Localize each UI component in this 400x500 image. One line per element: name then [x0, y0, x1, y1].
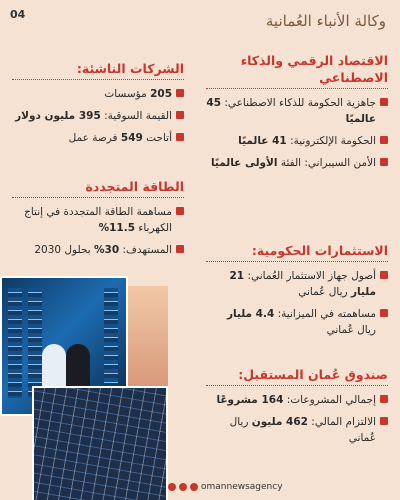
section-digital-economy	[206, 52, 388, 177]
list-item: الالتزام المالي: 462 مليون ريال عُماني	[206, 414, 388, 446]
page-number: 04	[10, 8, 26, 21]
bullet-icon	[176, 133, 184, 141]
section-heading: الاقتصاد الرقمي والذكاء الاصطناعي	[206, 52, 388, 89]
section-heading: الطاقة المتجددة	[12, 178, 184, 198]
list-item: أصول جهاز الاستثمار العُماني: 21 مليار ريال عُماني	[206, 268, 388, 300]
bullet-icon	[380, 158, 388, 166]
section-renewable-energy	[12, 178, 184, 264]
list-item: القيمة السوقية: 395 مليون دولار	[12, 108, 184, 124]
list-item: الحكومة الإلكترونية: 41 عالميًا	[206, 133, 388, 149]
section-oman-future-fund	[206, 366, 388, 452]
bullet-icon	[380, 136, 388, 144]
bullet-icon	[176, 89, 184, 97]
bullet-icon	[380, 309, 388, 317]
section-government-investments	[206, 242, 388, 344]
bullet-icon	[176, 245, 184, 253]
x-icon	[179, 483, 187, 491]
handle-text: omannewsagency	[201, 482, 283, 492]
list-item: إجمالي المشروعات: 164 مشروعًا	[206, 392, 388, 408]
list-item: مساهمة الطاقة المتجددة في إنتاج الكهرباء 11.5%	[12, 204, 184, 236]
section-heading: الشركات الناشئة:	[12, 60, 184, 80]
section-heading: الاستثمارات الحكومية:	[206, 242, 388, 262]
bullet-icon	[380, 417, 388, 425]
list-item: مساهمته في الميزانية: 4.4 مليار ريال عُماني	[206, 306, 388, 338]
list-item: الأمن السيبراني: الفئة الأولى عالميًا	[206, 155, 388, 171]
social-handle	[168, 482, 283, 492]
list-item: 205 مؤسسات	[12, 86, 184, 102]
server-rack	[104, 288, 118, 398]
bullet-icon	[380, 271, 388, 279]
brand-logo: وكالة الأنباء العُمانية	[265, 12, 386, 30]
list-item: المستهدف: 30% بحلول 2030	[12, 242, 184, 258]
bullet-icon	[176, 207, 184, 215]
section-heading: صندوق عُمان المستقبل:	[206, 366, 388, 386]
bullet-icon	[176, 111, 184, 119]
sky-photo	[124, 286, 168, 386]
section-startups	[12, 60, 184, 152]
server-rack	[28, 288, 42, 398]
bullet-icon	[380, 395, 388, 403]
photo-collage	[0, 276, 168, 500]
solar-panels-photo	[32, 386, 168, 500]
instagram-icon	[168, 483, 176, 491]
list-item: أتاحت 549 فرصة عمل	[12, 130, 184, 146]
facebook-icon	[190, 483, 198, 491]
bullet-icon	[380, 98, 388, 106]
server-rack	[8, 288, 22, 398]
list-item: جاهزية الحكومة للذكاء الاصطناعي: 45 عالميًا	[206, 95, 388, 127]
